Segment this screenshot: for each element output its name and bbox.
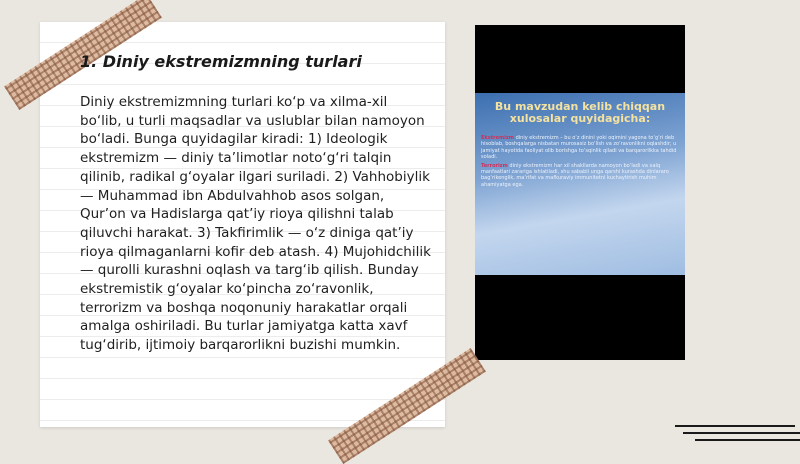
slide-image [475,25,685,360]
image-paragraph-1-text: diniy ekstremizm – bu o‘z dinini yoki oqimini yagona to‘g‘ri deb hisoblab, boshqalarga nisbatan murosasiz bo‘lish va zo‘ravonlikni oqlashdir; u jamiyat hayotida faoliyat olib borishga to‘sqinlik qiladi va barqarorlikka tahdid soladi. [481,135,677,161]
image-paragraph-1 [481,135,679,161]
image-heading: Bu mavzudan kelib chiqqan xulosalar quyidagicha: [494,100,666,125]
image-paragraph-2 [481,163,679,189]
slide-body-text: Diniy ekstremizmning turlari ko‘p va xilma-xil bo‘lib, u turli maqsadlar va uslublar bilan namoyon bo‘ladi. Bunga quyidagilar kiradi: 1) Ideologik ekstremizm — diniy ta’limotlar noto‘g‘ri talqin qilinib, radikal g‘oyalar ilgari suriladi. 2) Vahhobiylik — Muhammad ibn Abdulvahhob asos solgan, Qur’on va Hadislarga qat’iy rioya qilishni talab qiluvchi harakat. 3) Takfirimlik — o‘z diniga qat’iy rioya qilmaganlarni kofir deb atash. 4) Mujohidchilik — qurolli kurashni oqlash va targ‘ib qilish. Bunday ekstremistik g‘oyalar ko‘pincha zo‘ravonlik, terrorizm va boshqa noqonuniy harakatlar orqali amalga oshiriladi. Bu turlar jamiyatga katta xavf tug‘dirib, ijtimoiy barqarorlikni buzishi mumkin. [80,94,431,354]
image-paragraph-2-label: Terrorizm [481,162,508,169]
image-paragraph-1-label: Ekstremizm [481,135,515,141]
decorative-line [675,425,795,427]
decorative-line [695,439,800,441]
image-paragraph-2-text: diniy ekstremizm har xil shakllarda namoyon bo‘ladi va xalq manfaatlari zarariga ishlatiladi, shu sababli unga qarshi kurashda dinlararo bag‘rikenglik, ma’rifat va mafkuraviy immunitetni kuchaytirish muhim ahamiyatga ega. [481,162,669,188]
image-content-slide [475,93,685,275]
slide-title: 1. Diniy ekstremizmning turlari [80,52,362,71]
decorative-line [683,432,800,434]
